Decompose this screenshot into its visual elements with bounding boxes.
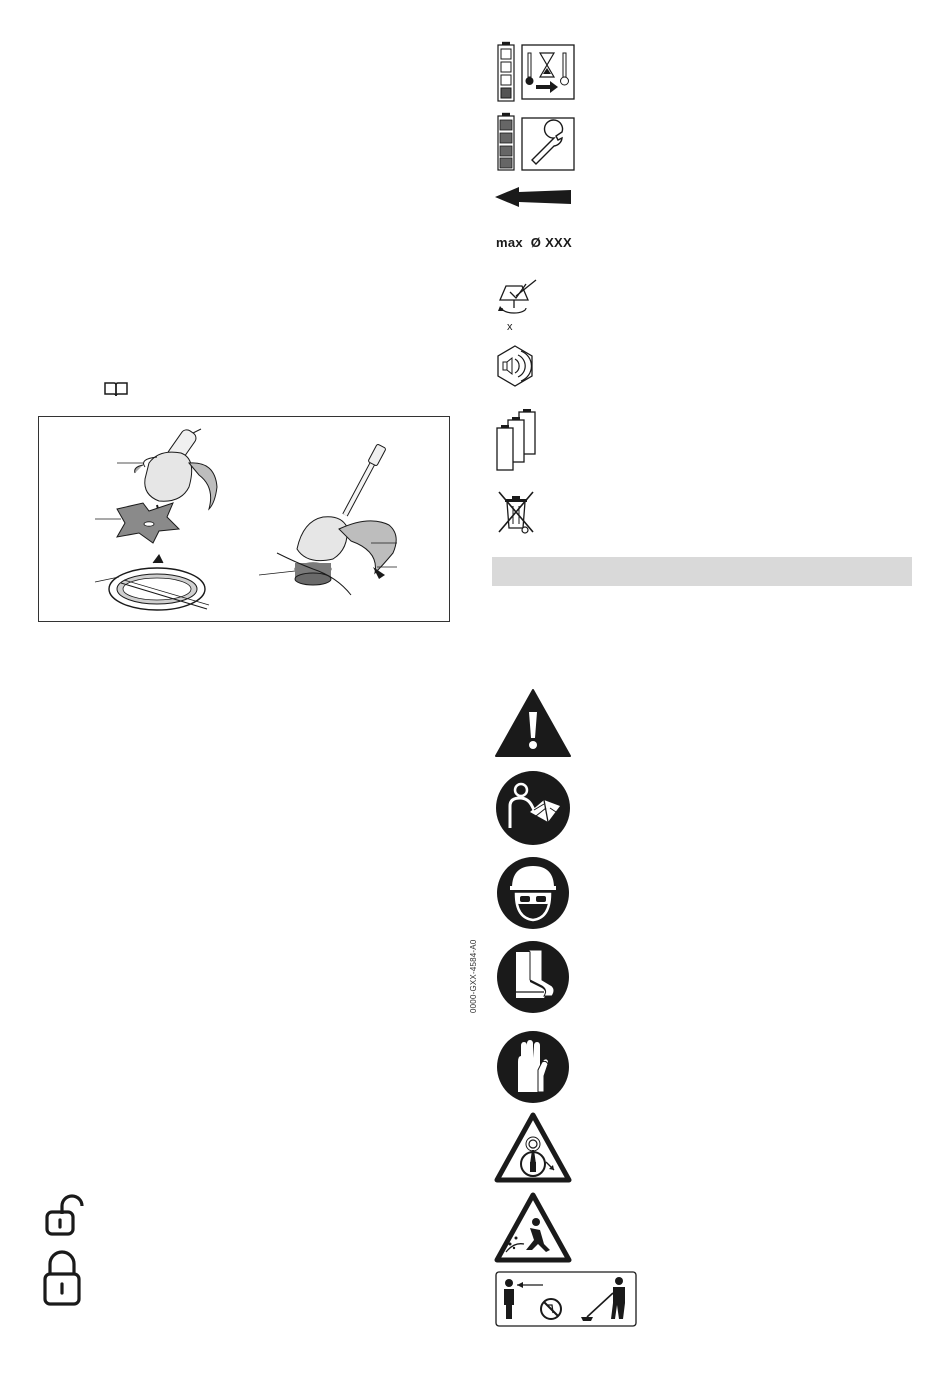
unlock-icon [44,1194,84,1238]
manual-reference-icon [103,381,129,397]
line-head-trimmer-illustration [259,444,397,595]
general-warning-icon [494,688,572,758]
battery-service-wrench-icon [496,112,578,172]
rotation-direction-arrow-icon [495,186,575,208]
ricochet-warning-icon [494,1192,572,1264]
mount-rotation-icon [496,278,538,318]
rotation-note: x [507,321,513,333]
safety-boots-icon [494,940,572,1014]
protective-gloves-icon [494,1030,572,1104]
lock-icon [42,1250,82,1308]
sound-power-level-icon [495,344,535,388]
grass-blade-trimmer-illustration [95,427,217,610]
read-manual-icon [494,770,572,846]
thrown-objects-warning-icon [494,1112,572,1184]
trimmer-attachments-figure [38,416,478,1013]
figure-code: 0000-GXX-4584-A0 [469,939,478,1013]
crossed-bin-disposal-icon [495,490,537,536]
safe-distance-bystanders-icon [495,1271,637,1327]
section-heading-bar [492,557,912,586]
head-eye-protection-icon [494,856,572,930]
rechargeable-battery-icon [495,408,541,472]
battery-temperature-wait-icon [496,41,578,103]
max-diameter-label: max Ø XXX [496,235,572,250]
